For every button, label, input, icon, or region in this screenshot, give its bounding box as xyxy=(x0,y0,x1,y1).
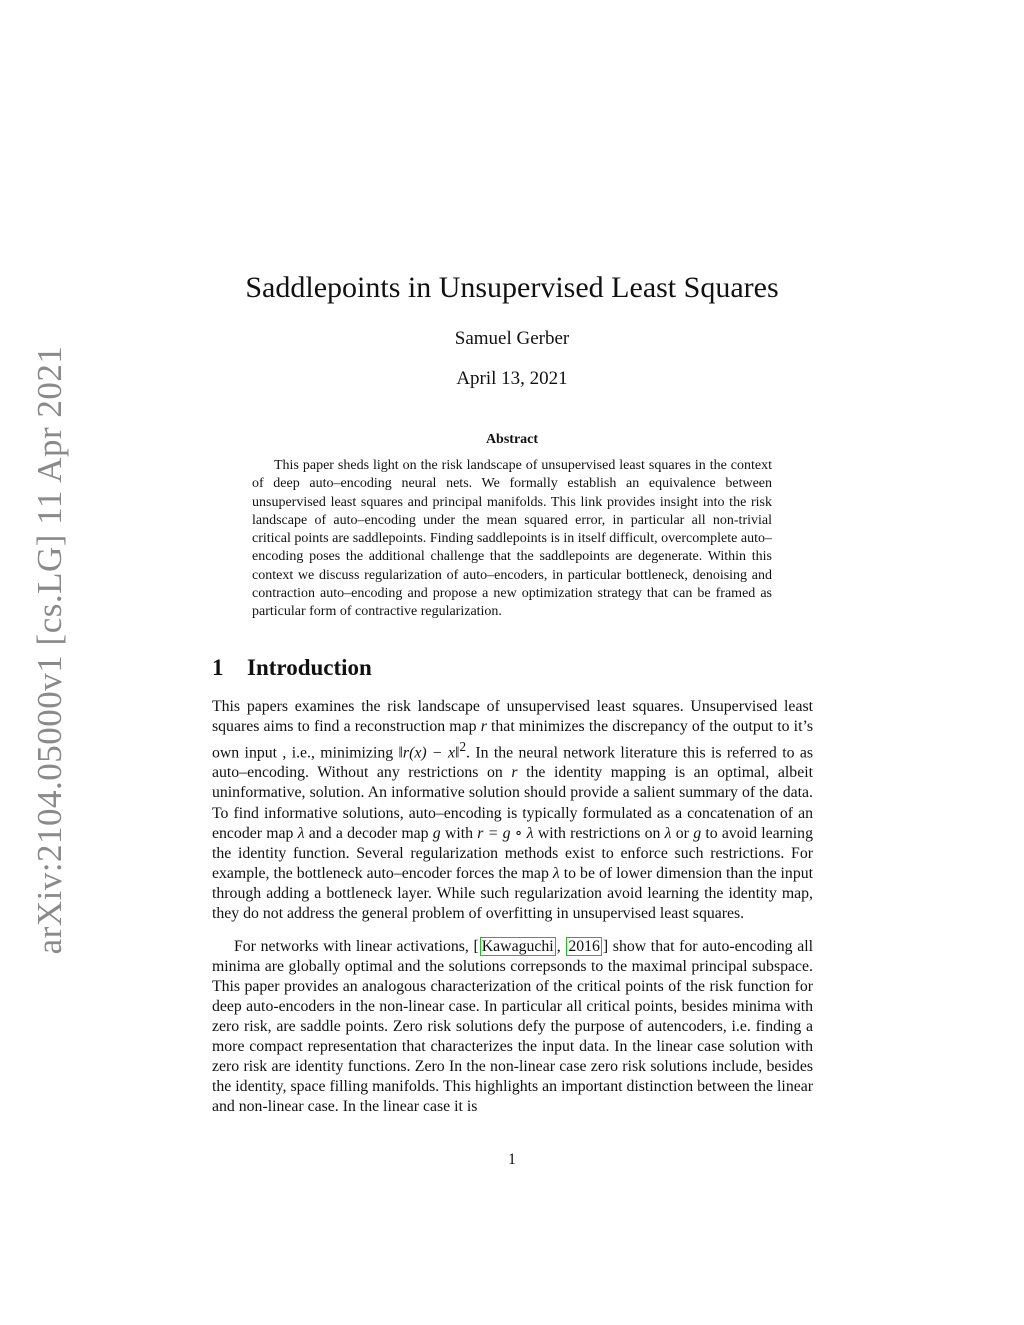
math-norm-expression: ‖r(x) − x‖ xyxy=(398,744,460,762)
math-variable-lambda: λ xyxy=(552,864,560,882)
section-title: Introduction xyxy=(247,655,372,680)
math-variable-lambda: λ xyxy=(664,824,672,842)
section-heading-introduction xyxy=(212,654,372,682)
math-composition-expression: r = g ∘ λ xyxy=(477,824,534,842)
math-variable-g: g xyxy=(693,824,702,842)
math-variable-lambda: λ xyxy=(297,824,305,842)
math-variable-r: r xyxy=(511,764,518,782)
abstract-heading: Abstract xyxy=(485,432,539,447)
citation-link-kawaguchi-author[interactable]: Kawaguchi xyxy=(481,938,554,955)
math-variable-g: g xyxy=(432,824,441,842)
section-number: 1 xyxy=(212,655,224,680)
abstract-text: This paper sheds light on the risk landscape of unsupervised least squares in the context of deep auto–encoding neural nets. We formally establish an equivalence between unsupervised least squares and principal manifolds. This link provides insight into the risk landscape of auto–encoding under the mean squared error, in particular all non-trivial critical points are saddlepoints. Finding saddlepoints is in itself difficult, overcomplete auto–encoding poses the additional challenge that the saddlepoints are degenerate. Within this context we discuss regularization of auto–encoders, in particular bottleneck, denoising and contraction auto–encoding and propose a new optimization strategy that can be framed as particular form of contractive regularization. xyxy=(252,458,772,620)
math-variable-r: r xyxy=(480,718,487,736)
intro-paragraph-2: For networks with linear activations, [ Kawaguchi , 2016 ] show that for auto-encoding all minima are globally optimal and the solutions correpsonds to the maximal principal subspace. This paper provides an analogous characterization of the critical points of the risk function for deep auto-encoders in the non-linear case. In particular all critical points, besides minima with zero risk, are saddle points. Zero risk solutions defy the purpose of autencoders, i.e. finding a more compact representation that characterizes the input data. In the linear case solution with zero risk are identity functions. Zero In the non-linear case zero risk solutions include, besides the identity, space filling manifolds. This highlights an important distinction between the linear and non-linear case. In the linear case it is xyxy=(212,938,813,1116)
arxiv-identifier-stamp: arXiv:2104.05000v1 [cs.LG] 11 Apr 2021 xyxy=(30,345,69,955)
page-number: 1 xyxy=(508,1151,516,1168)
citation-link-kawaguchi-year[interactable]: 2016 xyxy=(568,938,600,955)
intro-paragraph-1: This papers examines the risk landscape of unsupervised least squares. Unsupervised least squares aims to find a reconstruction map r that minimizes the discrepancy of the output to it’s own input , i.e., minimizing ‖r(x) − x‖$^2$. In the neural network literature this is referred to as auto–encoding. Without any restrictions on r the identity mapping is an optimal, albeit uninformative, solution. An informative solution should provide a salient summary of the data. To find informative solutions, auto–encoding is typically formulated as a concatenation of an encoder map λ and a decoder map g with r = g ∘ λ with restrictions on λ or g to avoid learning the identity function. Several regularization methods exist to enforce such restrictions. For example, the bottleneck auto–encoder forces the map λ to be of lower dimension than the input through adding a bottleneck layer. While such regularization avoid learning the identity map, they do not address the general problem of overfitting in unsupervised least squares. xyxy=(212,698,814,922)
paper-date: April 13, 2021 xyxy=(456,368,568,389)
paper-title: Saddlepoints in Unsupervised Least Squares xyxy=(245,271,779,304)
math-exponent: 2 xyxy=(459,739,467,755)
paper-author: Samuel Gerber xyxy=(454,328,570,349)
